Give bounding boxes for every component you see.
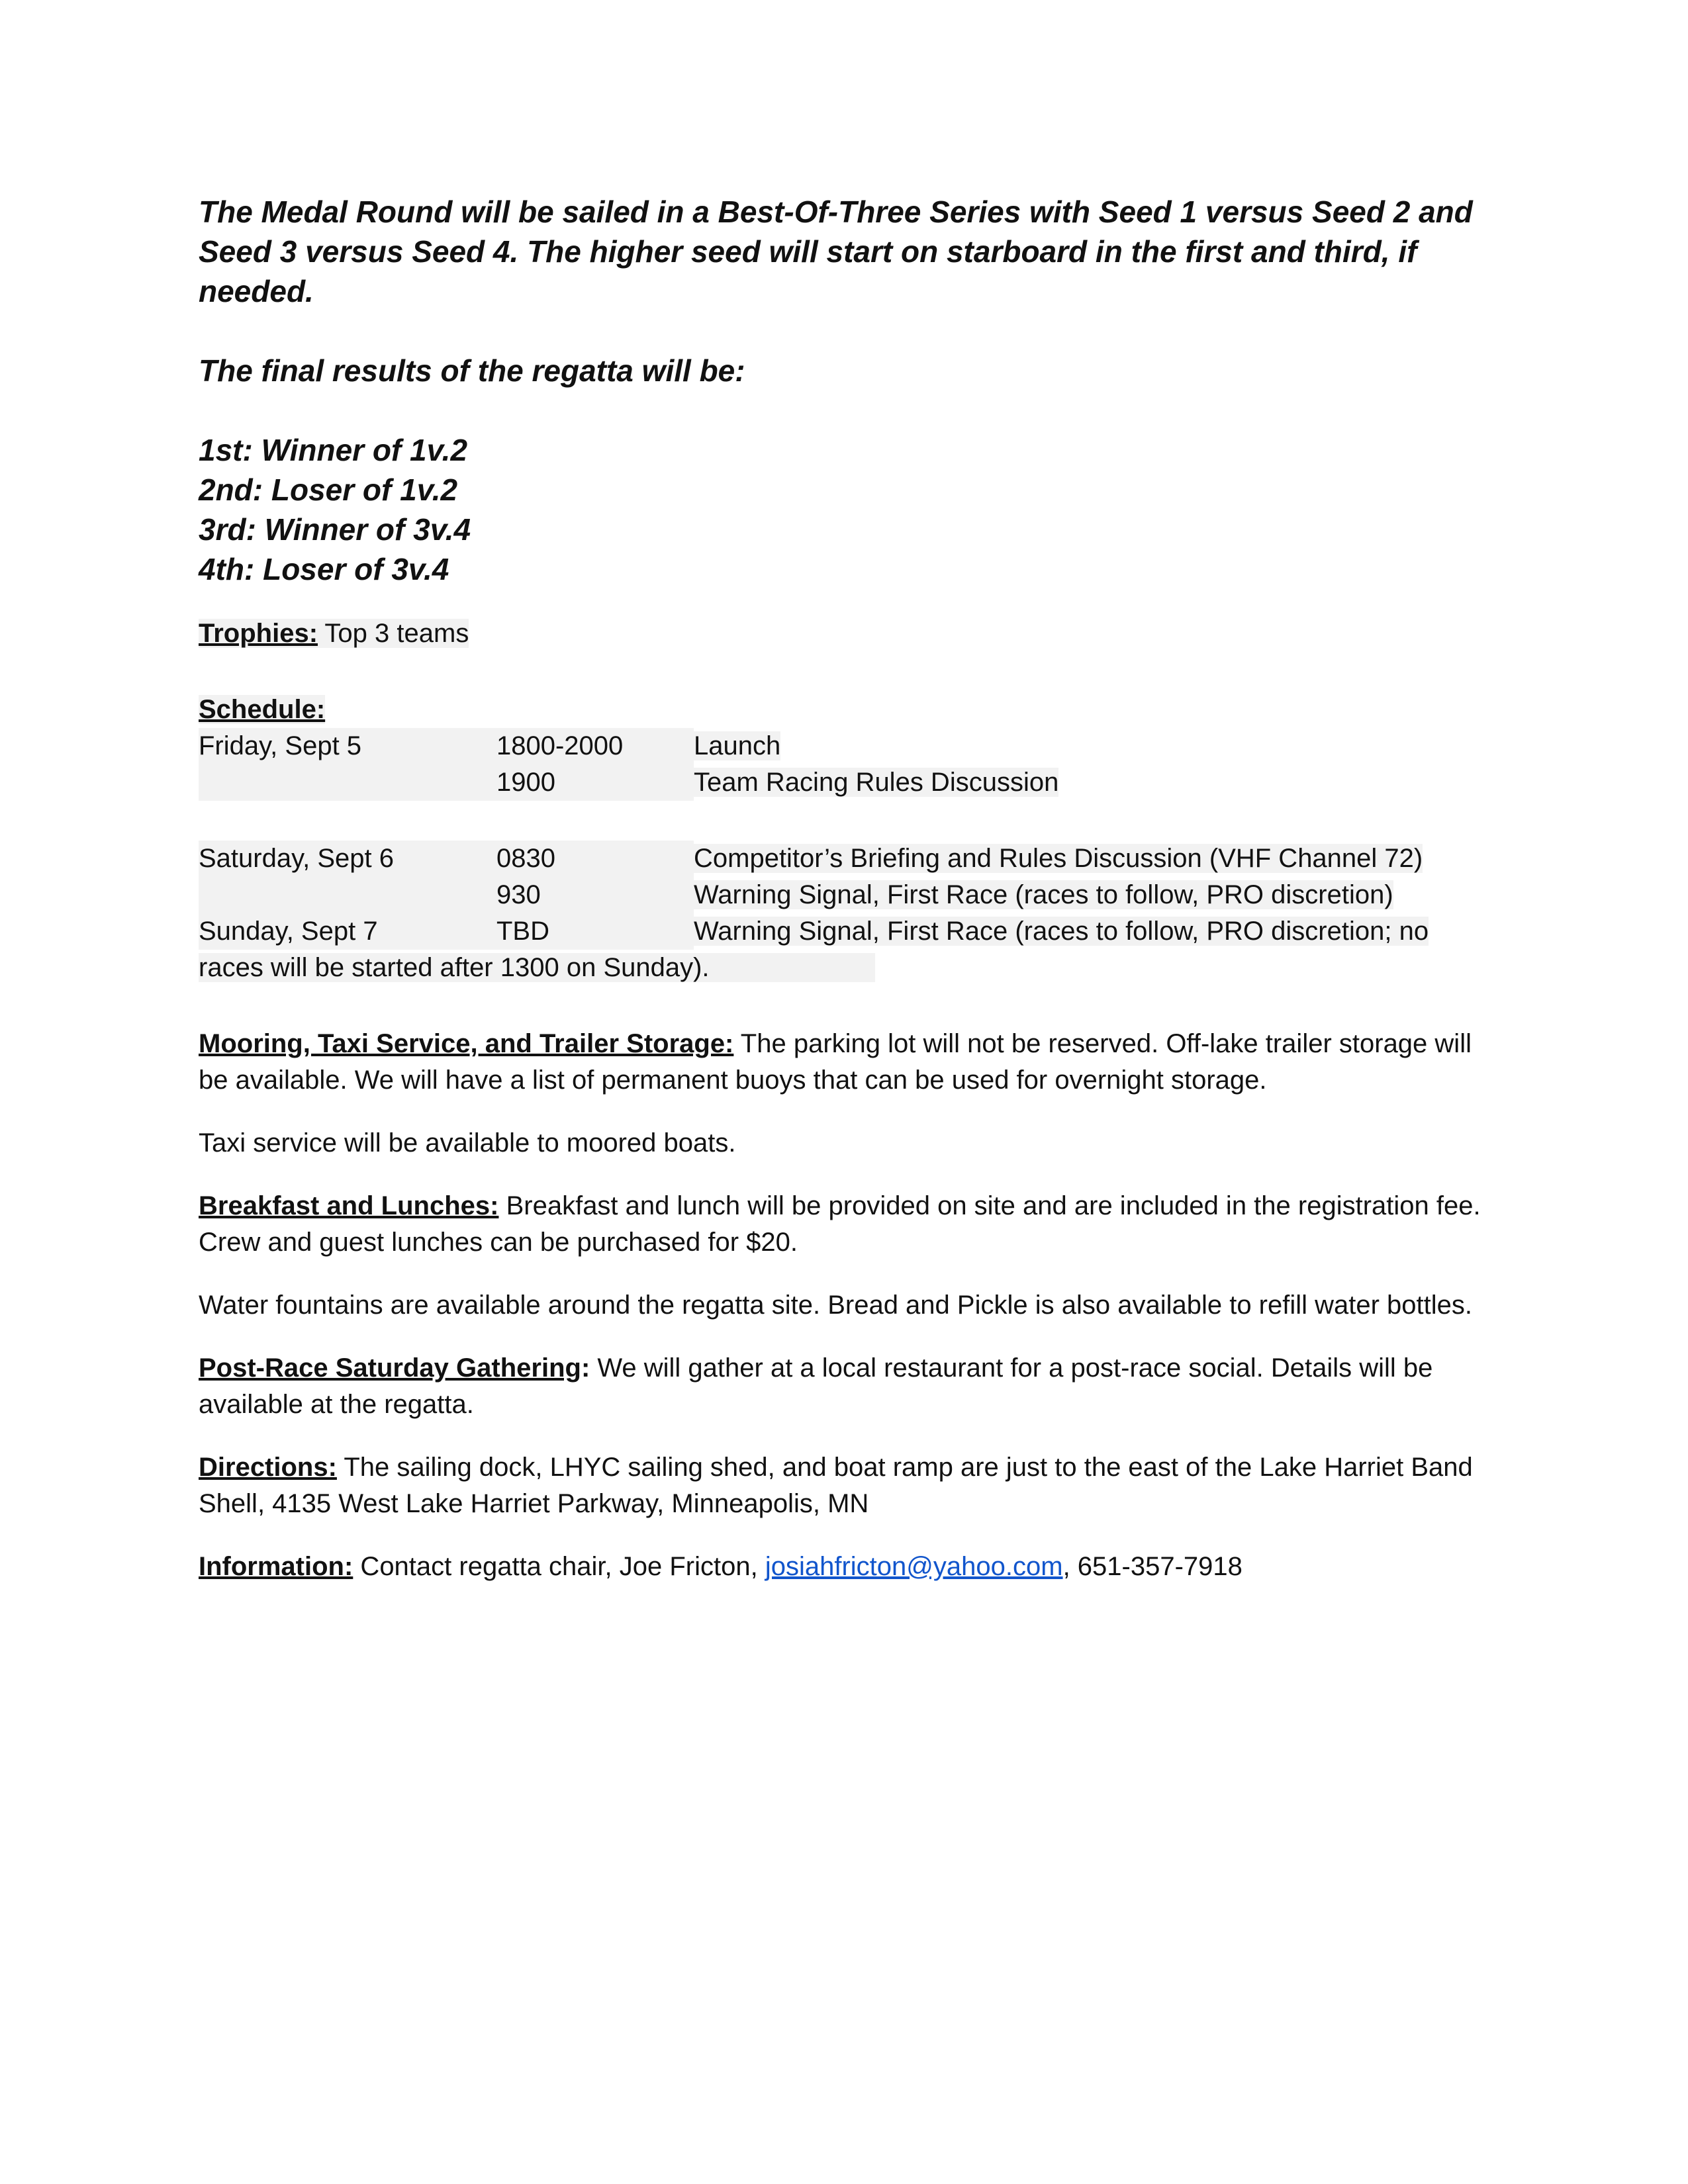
directions-text: The sailing dock, LHYC sailing shed, and boat ramp are just to the east of the Lake Harriet Band Shell, 4135 West Lake Harriet Parkway, Minneapolis, MN: [199, 1453, 1473, 1518]
schedule-heading: Schedule:: [199, 695, 326, 724]
mooring-section: [199, 1026, 1496, 1099]
trophies-heading: Trophies:: [199, 619, 318, 648]
result-item-2nd: 2nd: Loser of 1v.2: [199, 473, 458, 507]
schedule-section: [199, 692, 1496, 986]
schedule-row: [199, 728, 1496, 764]
meals-section: [199, 1188, 1496, 1261]
schedule-event: Warning Signal, First Race (races to follow, PRO discretion): [694, 880, 1393, 909]
trophies-section: [199, 615, 1496, 652]
schedule-day: Sunday, Sept 7: [199, 913, 496, 950]
schedule-time: TBD: [496, 913, 694, 950]
information-text-before: Contact regatta chair, Joe Fricton,: [353, 1552, 765, 1581]
final-results-list: [199, 430, 1496, 589]
directions-heading: Directions:: [199, 1453, 337, 1482]
gathering-section: [199, 1350, 1496, 1423]
trophies-text: Top 3 teams: [318, 619, 469, 648]
meals-heading: Breakfast and Lunches:: [199, 1191, 499, 1220]
gathering-text: We will gather at a local restaurant for a post-race social. Details will be available at the regatta.: [199, 1353, 1433, 1419]
schedule-event: Launch: [694, 731, 781, 760]
information-heading: Information:: [199, 1552, 353, 1581]
schedule-continuation-line: [199, 950, 1496, 986]
schedule-row: [199, 913, 1496, 950]
directions-section: [199, 1449, 1496, 1522]
schedule-time: 1900: [496, 764, 694, 801]
schedule-event: Competitor’s Briefing and Rules Discussion (VHF Channel 72): [694, 844, 1423, 873]
schedule-day: Friday, Sept 5: [199, 728, 496, 764]
schedule-time: 930: [496, 877, 694, 913]
schedule-spacer: [199, 801, 1496, 841]
gathering-heading: Post-Race Saturday Gathering: [199, 1353, 581, 1383]
medal-round-intro: The Medal Round will be sailed in a Best-Of-Three Series with Seed 1 versus Seed 2 and Seed 3 versus Seed 4. The higher seed will start on starboard in the first and third, if needed.: [199, 195, 1473, 308]
schedule-time: 1800-2000: [496, 728, 694, 764]
schedule-continuation: races will be started after 1300 on Sunday).: [199, 953, 875, 982]
schedule-row: [199, 764, 1496, 801]
schedule-row: [199, 841, 1496, 877]
final-results-heading: The final results of the regatta will be:: [199, 353, 745, 388]
water-text: Water fountains are available around the regatta site. Bread and Pickle is also available to refill water bottles.: [199, 1291, 1473, 1320]
schedule-time: 0830: [496, 841, 694, 877]
information-text-after: , 651-357-7918: [1062, 1552, 1243, 1581]
schedule-event: Warning Signal, First Race (races to follow, PRO discretion; no: [694, 917, 1429, 946]
information-section: [199, 1549, 1496, 1585]
schedule-row: [199, 877, 1496, 913]
mooring-heading: Mooring, Taxi Service, and Trailer Storage:: [199, 1029, 734, 1058]
schedule-event: Team Racing Rules Discussion: [694, 768, 1059, 797]
taxi-text: Taxi service will be available to moored boats.: [199, 1128, 736, 1158]
meals-text: Breakfast and lunch will be provided on site and are included in the registration fee. Crew and guest lunches can be purchased for $20.: [199, 1191, 1481, 1257]
mooring-text: The parking lot will not be reserved. Off-lake trailer storage will be available. We will have a list of permanent buoys that can be used for overnight storage.: [199, 1029, 1472, 1095]
schedule-day: [199, 877, 496, 913]
email-link[interactable]: josiahfricton@yahoo.com: [765, 1552, 1063, 1581]
gathering-colon: :: [581, 1353, 590, 1383]
result-item-4th: 4th: Loser of 3v.4: [199, 552, 449, 586]
schedule-day: Saturday, Sept 6: [199, 841, 496, 877]
schedule-day: [199, 764, 496, 801]
result-item-1st: 1st: Winner of 1v.2: [199, 433, 468, 467]
schedule-heading-line: [199, 692, 1496, 728]
document-page: [199, 192, 1496, 1585]
result-item-3rd: 3rd: Winner of 3v.4: [199, 512, 471, 547]
